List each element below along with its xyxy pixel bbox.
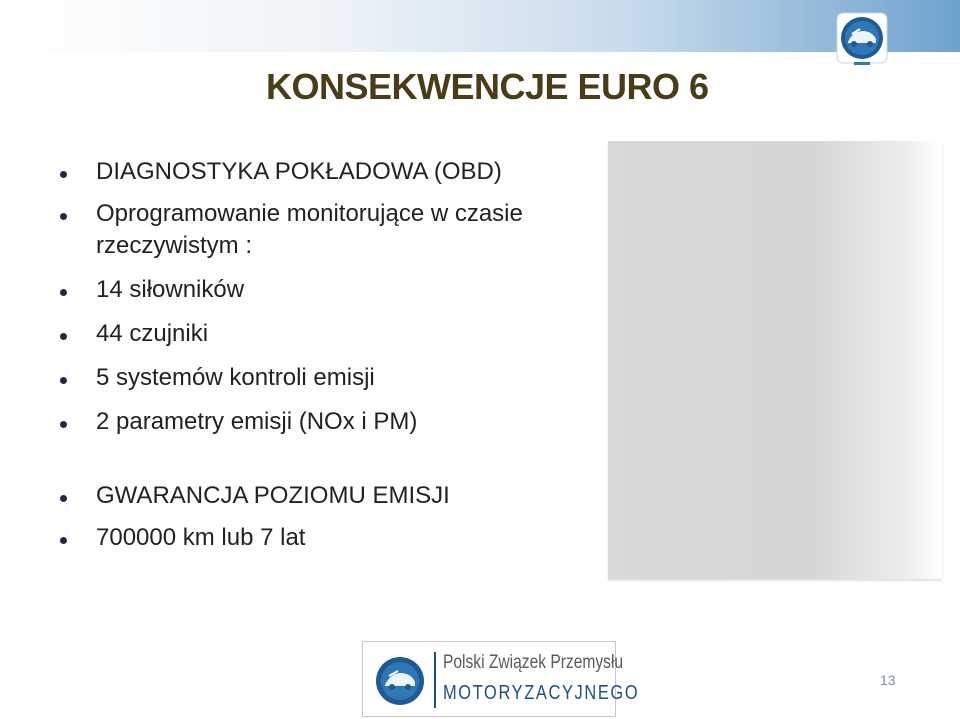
logo-name-line2: MOTORYZACYJNEGO [443,682,640,704]
bullet-dot-icon [60,537,67,544]
bullet-dot-icon [60,421,67,428]
bullet-dot-icon [60,213,67,220]
bullet-item [60,156,620,188]
bullet-item [60,522,620,554]
bullet-text: 14 siłowników [96,276,245,303]
slide-title: KONSEKWENCJE EURO 6 [266,66,709,107]
bullet-text: 44 czujniki [96,320,209,347]
bullet-item [60,274,620,306]
car-emblem-icon [836,12,888,66]
bullet-item [60,318,620,350]
page-number: 13 [880,672,896,688]
car-emblem-icon [374,654,426,708]
bullet-item [60,406,620,438]
bullet-dot-icon [60,377,67,384]
logo-name-line1: Polski Związek Przemysłu [443,652,624,673]
bullet-text: GWARANCJA POZIOMU EMISJI [96,482,450,509]
organization-logo [362,641,640,717]
bullet-dot-icon [60,333,67,340]
bullet-item [60,362,620,394]
bullet-text: 700000 km lub 7 lat [96,524,306,551]
bullet-item [60,198,620,262]
bullet-list [60,150,620,554]
image-placeholder [608,141,942,579]
header-band [0,0,960,52]
bullet-text: 5 systemów kontroli emisji [96,364,375,391]
logo-divider [434,652,436,708]
bullet-dot-icon [60,171,67,178]
bullet-text: DIAGNOSTYKA POKŁADOWA (OBD) [96,158,502,185]
bullet-text: 2 parametry emisji (NOx i PM) [96,408,418,435]
bullet-dot-icon [60,289,67,296]
bullet-item [60,480,620,512]
bullet-text: Oprogramowanie monitorujące w czasie rzeczywistym : [96,200,523,259]
bullet-dot-icon [60,495,67,502]
